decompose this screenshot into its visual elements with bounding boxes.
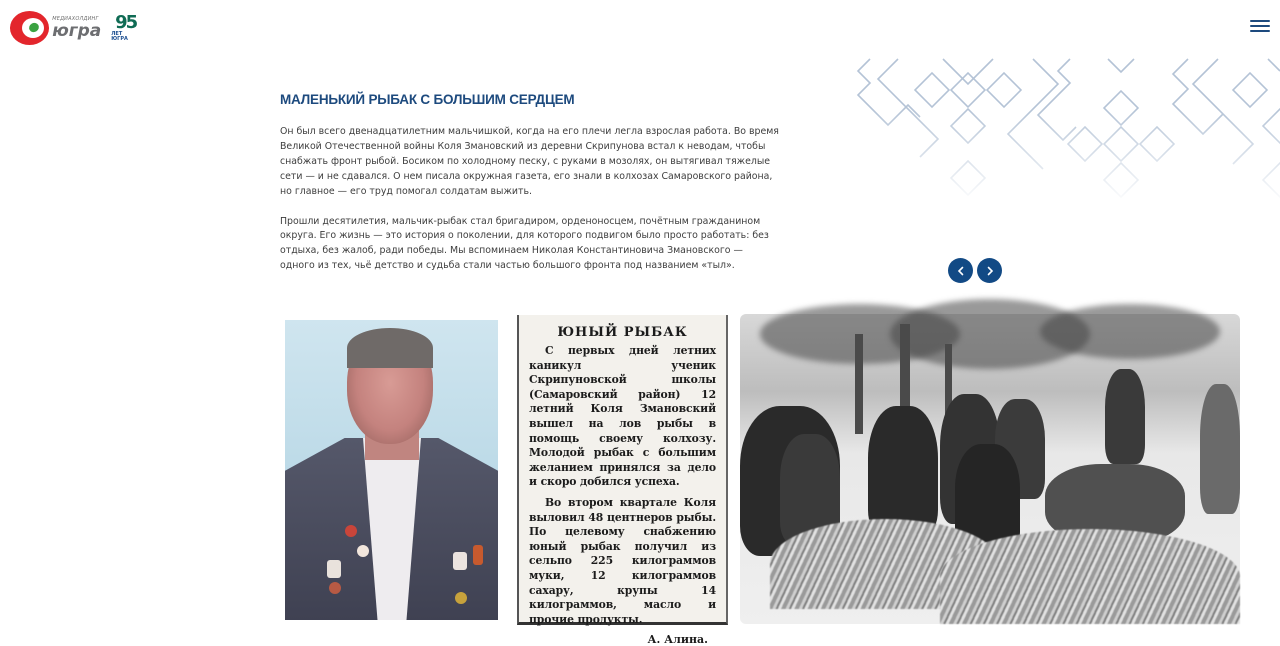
hamburger-icon-line — [1250, 30, 1270, 32]
fish-pile — [940, 529, 1240, 624]
clipping-title: ЮНЫЙ РЫБАК — [557, 325, 688, 340]
clipping-paragraph: Во втором квартале Коля выловил 48 центнеров рыбы. По целевому снабжению юный рыбак получил из сельпо 225 килограммов муки, 12 килограммов сахару, крупы 14 килограммов, масло и прочие продукты. — [529, 495, 716, 626]
medal-icon — [455, 592, 467, 604]
medal-icon — [473, 545, 483, 565]
medal-icon — [345, 525, 357, 537]
tree-foliage — [1040, 304, 1220, 359]
archive-photo-fishermen[interactable] — [740, 314, 1240, 624]
clipping-body — [529, 344, 716, 627]
clipping-paragraph: С первых дней летних каникул ученик Скрипуновской школы (Самаровский район) 12 летний Коля Змановский вышел на лов рыбы в помощь своему колхозу. Молодой рыбак с большим желанием принялся за дело и скоро добился успеха. — [529, 344, 716, 489]
person-figure — [1200, 384, 1240, 514]
yugra-logo-mark-icon — [10, 11, 49, 45]
medal-icon — [327, 560, 341, 578]
person-figure — [868, 406, 938, 536]
person-figure — [1105, 369, 1145, 464]
article-title: МАЛЕНЬКИЙ РЫБАК С БОЛЬШИМ СЕРДЦЕМ — [280, 92, 575, 107]
article-paragraph: Прошли десятилетия, мальчик-рыбак стал бригадиром, орденоносцем, почётным гражданином округа. Его жизнь — это история о поколении, для которого подвигом было просто работать: без отдыха, без жалоб, ради победы. Мы вспоминаем Николая Константиновича Змановского — одного из тех, чьё детство и судьба стали частью большого фронта под названием «тыл». — [280, 215, 769, 272]
article-intro — [280, 92, 780, 289]
anniversary-logo — [111, 14, 140, 42]
chevron-left-icon — [956, 266, 966, 276]
clipping-signature: А. Алина. — [647, 633, 708, 646]
decorative-ornament — [858, 56, 1280, 206]
site-header — [0, 0, 1280, 56]
carousel-next-button[interactable] — [977, 258, 1002, 283]
tree-trunk — [855, 334, 863, 434]
medal-icon — [453, 552, 467, 570]
anniversary-number: 95 — [115, 12, 137, 33]
logo-brand-small: МЕДИАХОЛДИНГ — [52, 15, 99, 22]
medal-icon — [357, 545, 369, 557]
newspaper-clipping[interactable] — [517, 315, 728, 646]
portrait-photo[interactable] — [285, 320, 498, 620]
logo-text — [52, 17, 101, 40]
ornament-pattern-icon — [858, 56, 1280, 206]
chevron-right-icon — [985, 266, 995, 276]
anniversary-subtitle: ЛЕТ ЮГРА — [111, 31, 128, 42]
hamburger-menu-button[interactable] — [1250, 18, 1270, 34]
hamburger-icon-line — [1250, 25, 1270, 27]
medal-icon — [329, 582, 341, 594]
logo-media-holding-yugra[interactable] — [10, 9, 140, 47]
carousel-prev-button[interactable] — [948, 258, 973, 283]
article-paragraph: Он был всего двенадцатилетним мальчишкой, когда на его плечи легла взрослая работа. Во время Великой Отечественной войны Коля Змановский из деревни Скрипунова встал к неводам, чтобы снабжать фронт рыбой. Босиком по холодному песку, с руками в мозолях, он вытягивал тяжелые сети — и не сдавался. О нем писала окружная газета, его знали в колхозах Самаровского района, но главное — его труд помогал солдатам выжить. — [280, 126, 779, 197]
hamburger-icon-line — [1250, 20, 1270, 22]
logo-brand-name: югра — [52, 20, 102, 41]
portrait-hair — [347, 328, 433, 368]
carousel-navigation — [948, 258, 1002, 283]
